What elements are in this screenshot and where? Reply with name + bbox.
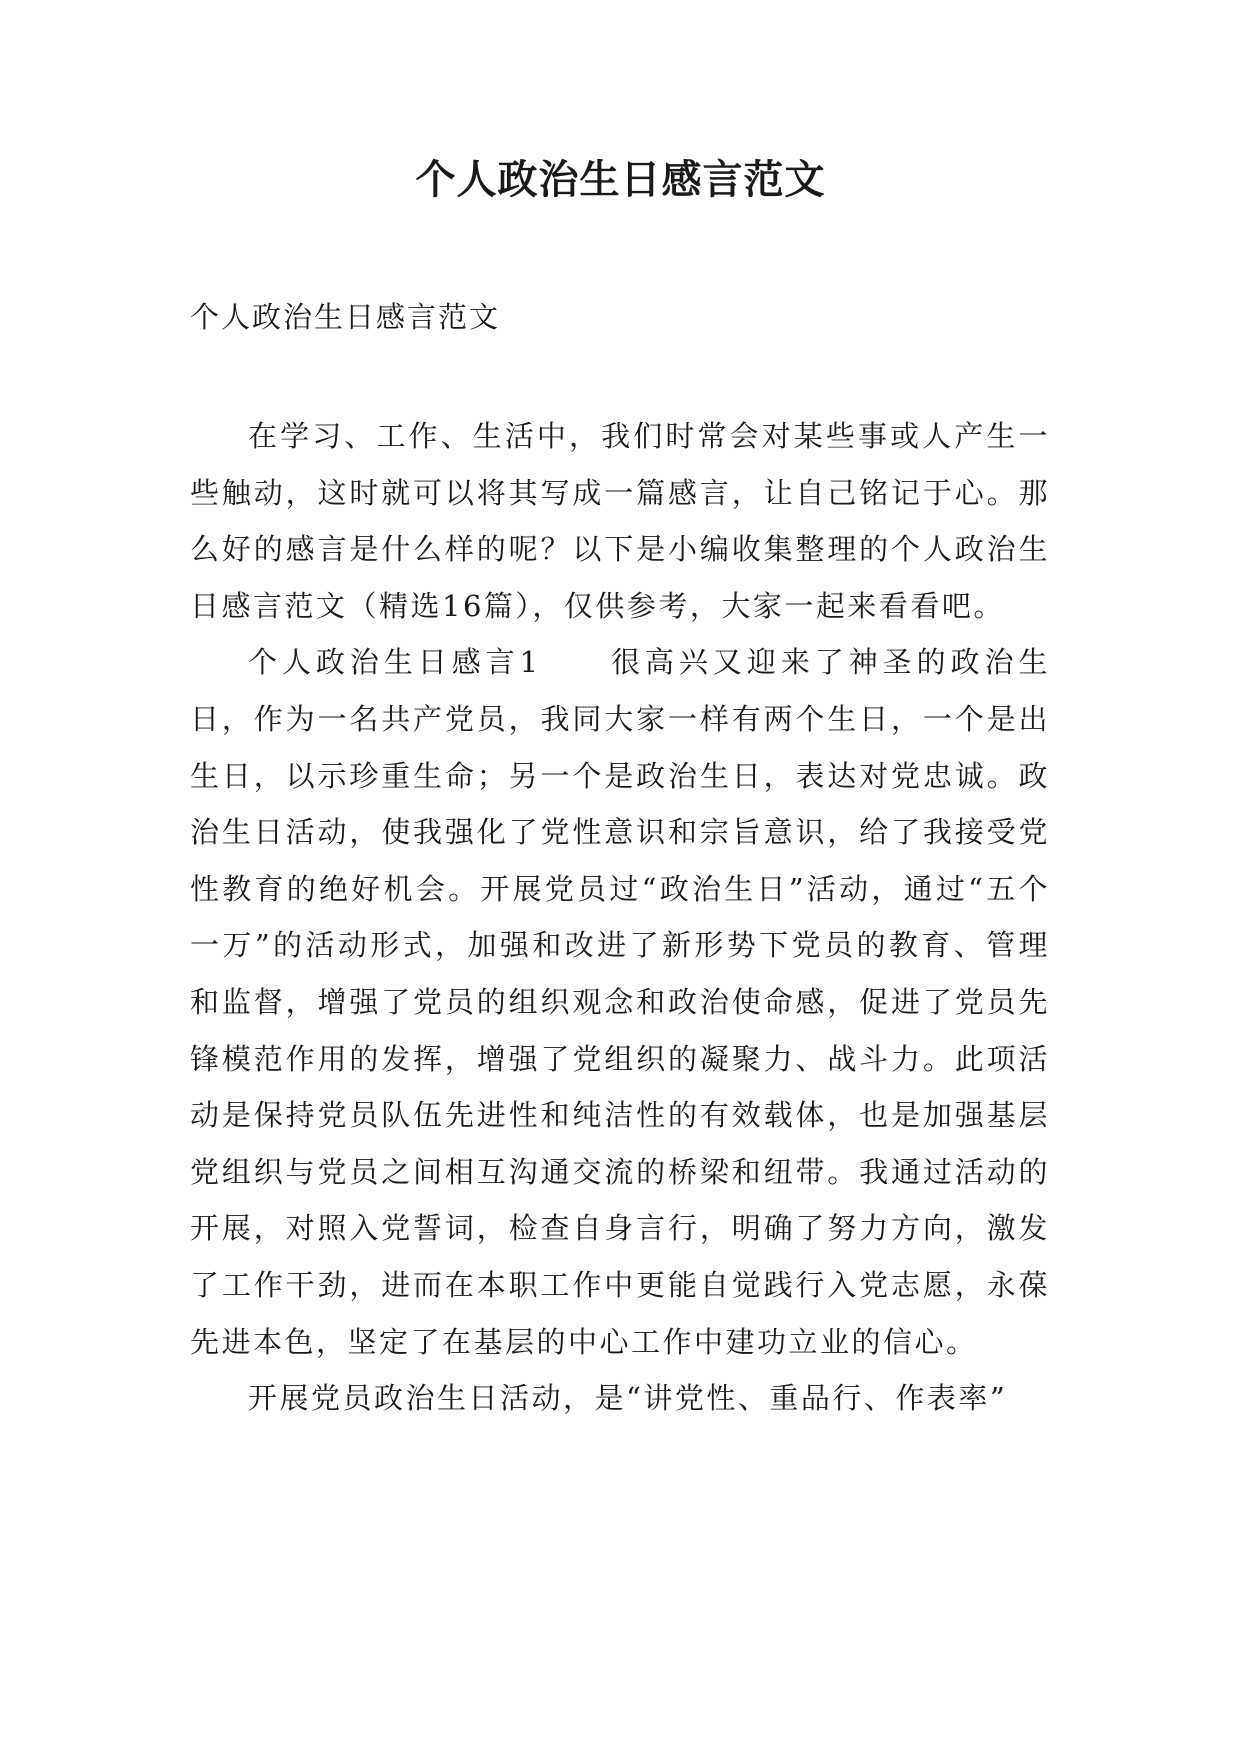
paragraph-section-1 [190,634,1050,1370]
document-title: 个人政治生日感言范文 [415,156,826,203]
paragraph-intro: 在学习、工作、生活中，我们时常会对某些事或人产生一些触动，这时就可以将其写成一篇感言，让自己铭记于心。那么好的感言是什么样的呢？以下是小编收集整理的个人政治生日感言范文（精选16篇），仅供参考，大家一起来看看吧。 [190,419,1050,623]
document-body [190,408,1050,1427]
section-1-text: 很高兴又迎来了神圣的政治生日，作为一名共产党员，我同大家一样有两个生日，一个是出生日，以示珍重生命；另一个是政治生日，表达对党忠诚。政治生日活动，使我强化了党性意识和宗旨意识，给了我接受党性教育的绝好机会。开展党员过“政治生日”活动，通过“五个一万”的活动形式，加强和改进了新形势下党员的教育、管理和监督，增强了党员的组织观念和政治使命感，促进了党员先锋模范作用的发挥，增强了党组织的凝聚力、战斗力。此项活动是保持党员队伍先进性和纯洁性的有效载体，也是加强基层党组织与党员之间相互沟通交流的桥梁和纽带。我通过活动的开展，对照入党誓词，检查自身言行，明确了努力方向，激发了工作干劲，进而在本职工作中更能自觉践行入党志愿，永葆先进本色，坚定了在基层的中心工作中建功立业的信心。 [190,645,1050,1359]
document-subtitle: 个人政治生日感言范文 [190,300,501,334]
paragraph-continuation: 开展党员政治生日活动，是“讲党性、重品行、作表率” [248,1381,1008,1416]
section-heading-1: 个人政治生日感言1 [248,645,541,680]
